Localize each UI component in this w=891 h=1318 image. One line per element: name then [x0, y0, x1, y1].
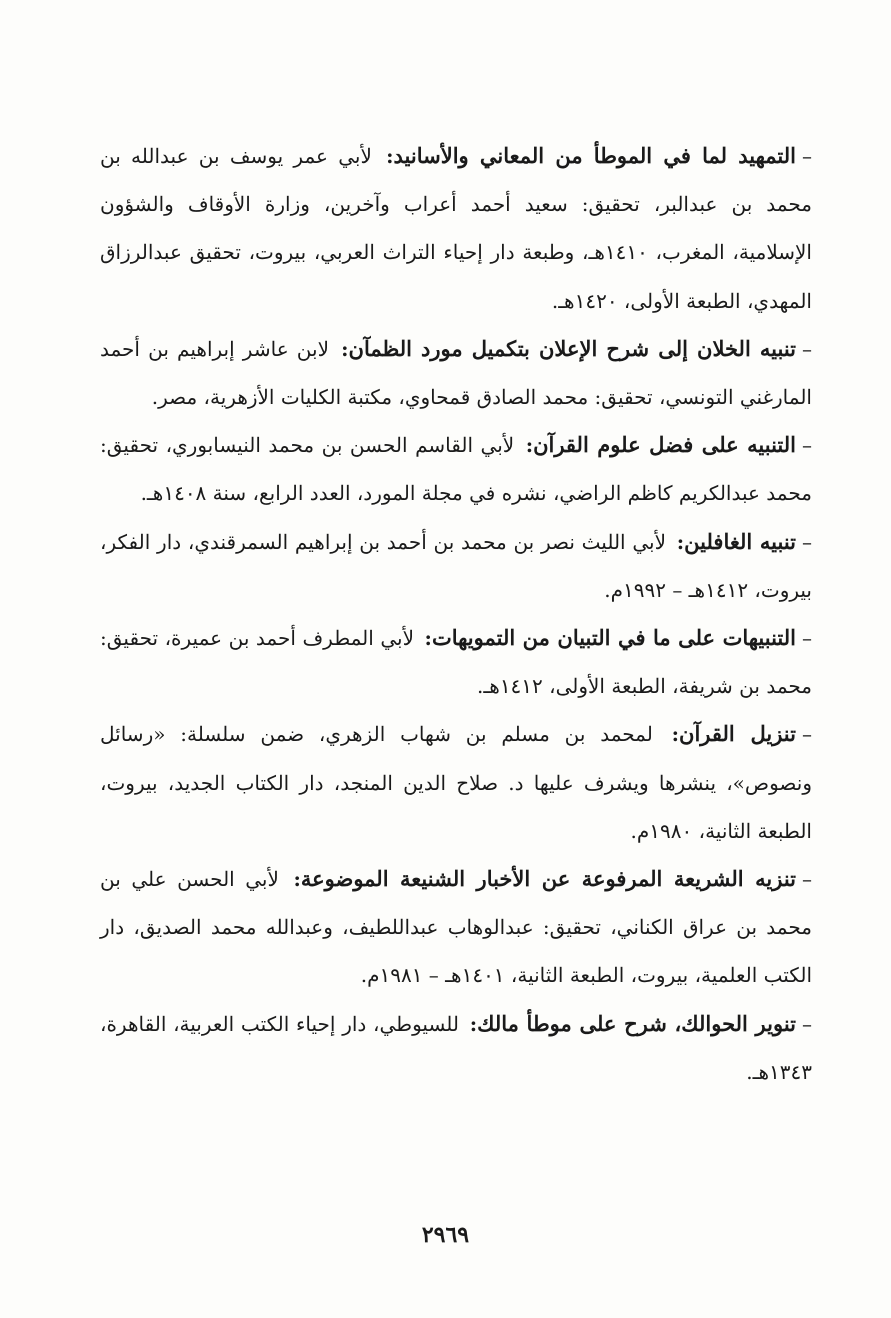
entry-body: لأبي القاسم الحسن بن محمد النيسابوري، تحقيق: محمد عبدالكريم كاظم الراضي، نشره في مجلة المورد، العدد الرابع، سنة ١٤٠٨هـ.: [100, 433, 812, 506]
entry-title: التنبيه على فضل علوم القرآن: [533, 432, 797, 458]
entry-separator: :: [671, 722, 680, 747]
entry-body: لمحمد بن مسلم بن شهاب الزهري، ضمن سلسلة: «رسائل ونصوص»، ينشرها ويشرف عليها د. صلاح الدين المنجد، دار الكتاب الجديد، بيروت، الطبعة الثانية، ١٩٨٠م.: [100, 722, 812, 843]
bibliography-entry: [100, 325, 812, 421]
entry-dash: –: [802, 626, 812, 651]
entry-title: تنوير الحوالك، شرح على موطأ مالك: [477, 1010, 797, 1036]
entry-body: لابن عاشر إبراهيم بن أحمد المارغني التونسي، تحقيق: محمد الصادق قمحاوي، مكتبة الكليات الأزهرية، مصر.: [100, 336, 812, 410]
bibliography-entry: [100, 614, 812, 710]
bibliography-entry: [100, 518, 812, 614]
entry-separator: :: [525, 433, 534, 458]
bibliography-entry: [100, 710, 812, 855]
bibliography-entry: [100, 132, 812, 325]
bibliography-entry: [100, 421, 812, 517]
entry-title: تنزيل القرآن: [679, 721, 796, 747]
entry-separator: :: [424, 626, 432, 651]
entry-body: للسيوطي، دار إحياء الكتب العربية، القاهرة، ١٣٤٣هـ.: [100, 1011, 812, 1084]
entry-dash: –: [802, 1011, 813, 1036]
entry-separator: :: [341, 336, 349, 361]
entry-title: تنبيه الغافلين: [684, 528, 797, 554]
entry-separator: :: [676, 529, 685, 554]
entry-dash: –: [802, 867, 813, 892]
entry-dash: –: [802, 529, 813, 554]
entry-separator: :: [293, 867, 301, 892]
entry-dash: –: [802, 336, 813, 361]
entry-body: لأبي الحسن علي بن محمد بن عراق الكناني، تحقيق: عبدالوهاب عبداللطيف، وعبدالله محمد الصديق، دار الكتب العلمية، بيروت، الطبعة الثانية، ١٤٠١هـ – ١٩٨١م.: [100, 867, 812, 988]
bibliography-list: [100, 132, 812, 1096]
entry-body: لأبي عمر يوسف بن عبدالله بن محمد بن عبدالبر، تحقيق: سعيد أحمد أعراب وآخرين، وزارة الأوقاف والشؤون الإسلامية، المغرب، ١٤١٠هـ، وطبعة دار إحياء التراث العربي، بيروت، تحقيق عبدالرزاق المهدي، الطبعة الأولى، ١٤٢٠هـ.: [100, 144, 812, 313]
entry-dash: –: [802, 722, 812, 747]
entry-dash: –: [802, 433, 813, 458]
entry-title: تنزيه الشريعة المرفوعة عن الأخبار الشنيعة الموضوعة: [300, 866, 797, 892]
entry-separator: :: [469, 1011, 478, 1036]
entry-body: لأبي المطرف أحمد بن عميرة، تحقيق: محمد بن شريفة، الطبعة الأولى، ١٤١٢هـ.: [100, 626, 812, 699]
entry-title: التنبيهات على ما في التبيان من التمويهات: [431, 625, 796, 651]
bibliography-entry: [100, 855, 812, 1000]
entry-dash: –: [802, 144, 812, 168]
entry-title: التمهيد لما في الموطأ من المعاني والأسانيد: [393, 143, 796, 168]
page-number: ٢٩٦٩: [421, 1222, 470, 1248]
bibliography-entry: [100, 1000, 812, 1096]
entry-separator: :: [386, 144, 394, 168]
entry-title: تنبيه الخلان إلى شرح الإعلان بتكميل مورد الظمآن: [348, 335, 797, 361]
entry-body: لأبي الليث نصر بن محمد بن أحمد بن إبراهيم السمرقندي، دار الفكر، بيروت، ١٤١٢هـ – ١٩٩٢م.: [100, 529, 812, 602]
